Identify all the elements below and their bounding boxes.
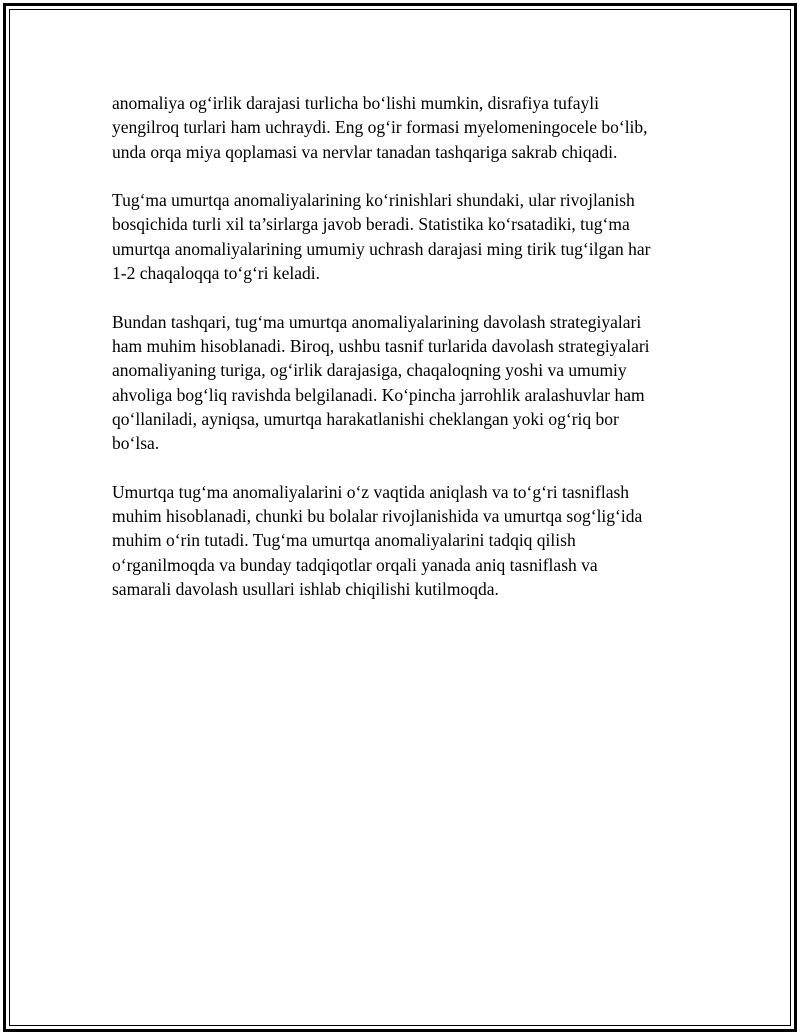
paragraph-2: Tug‘ma umurtqa anomaliyalarining ko‘rinishlari shundaki, ular rivojlanish bosqichida turli xil ta’sirlarga javob beradi. Statistika ko‘rsatadiki, tug‘ma umurtqa anomaliyalarining umumiy uchrash darajasi ming tirik tug‘ilgan har 1-2 chaqaloqqa to‘g‘ri keladi. bbox=[112, 190, 651, 284]
paragraph-4: Umurtqa tug‘ma anomaliyalarini o‘z vaqtida aniqlash va to‘g‘ri tasniflash muhim hisoblanadi, chunki bu bolalar rivojlanishida va umurtqa sog‘lig‘ida muhim o‘rin tutadi. Tug‘ma umurtqa anomaliyalarini tadqiq qilish o‘rganilmoqda va bunday tadqiqotlar orqali yanada aniq tasniflash va samarali davolash usullari ishlab chiqilishi kutilmoqda. bbox=[112, 481, 643, 599]
document-body bbox=[112, 91, 697, 626]
paragraph-1: anomaliya og‘irlik darajasi turlicha bo‘lishi mumkin, disrafiya tufayli yengilroq turlari ham uchraydi. Eng og‘ir formasi myelomeningocele bo‘lib, unda orqa miya qoplamasi va nervlar tanadan tashqariga sakrab chiqadi. bbox=[112, 93, 648, 162]
paragraph-3: Bundan tashqari, tug‘ma umurtqa anomaliyalarining davolash strategiyalari ham muhim hisoblanadi. Biroq, ushbu tasnif turlarida davolash strategiyalari anomaliyaning turiga, og‘irlik darajasiga, chaqaloqning yoshi va umumiy ahvoliga bog‘liq ravishda belgilanadi. Ko‘pincha jarrohlik aralashuvlar ham qo‘llaniladi, ayniqsa, umurtqa harakatlanishi cheklangan yoki og‘riq bor bo‘lsa. bbox=[112, 311, 650, 454]
